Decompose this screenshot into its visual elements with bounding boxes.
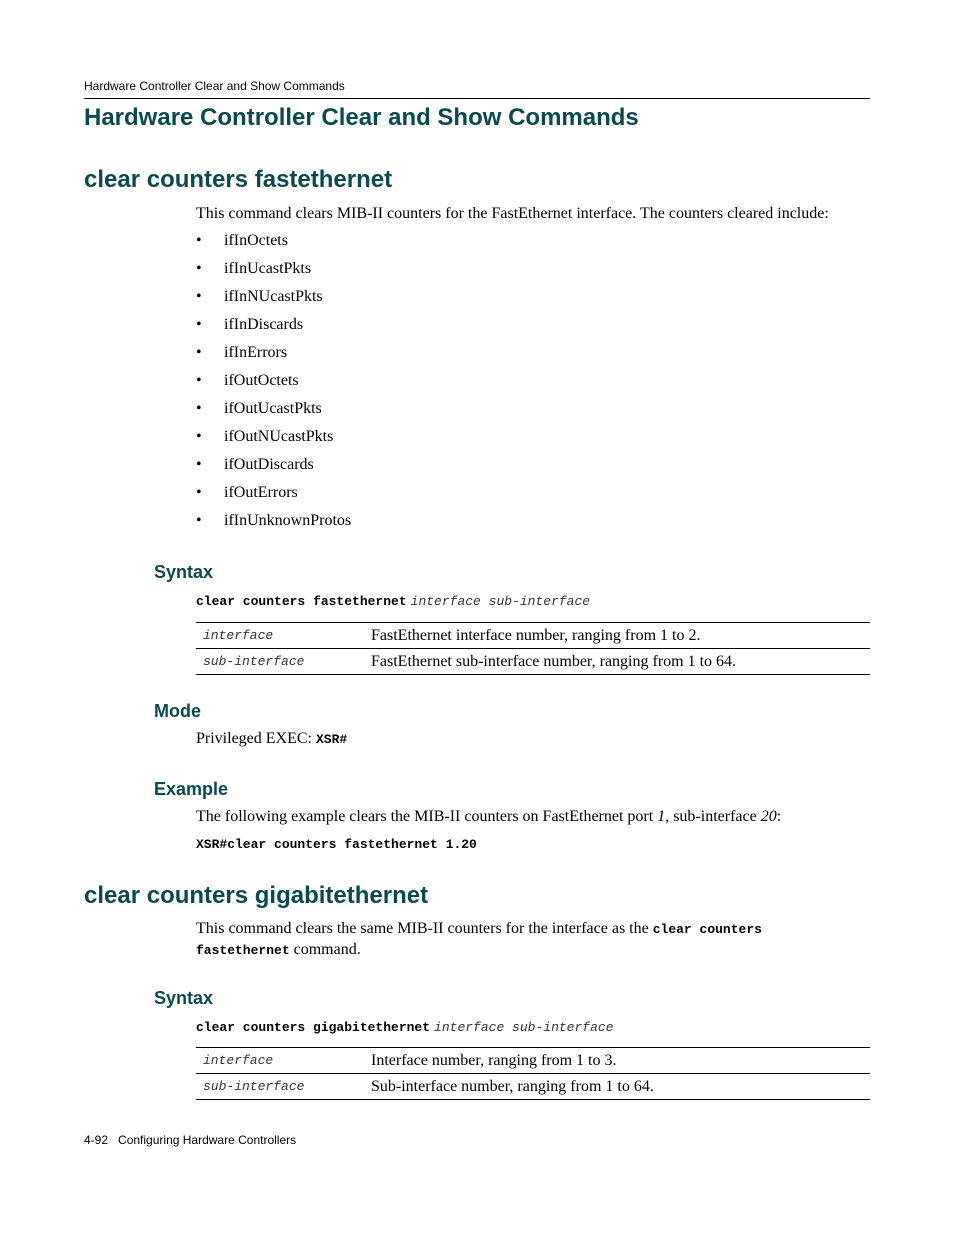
list-item: • ifOutDiscards — [196, 455, 351, 483]
syntax-line — [196, 592, 590, 610]
example-port: 1 — [657, 808, 666, 825]
section-intro-fastethernet: This command clears MIB-II counters for the FastEthernet interface. The counters cleared include: — [196, 205, 829, 222]
list-item: • ifInUnknownProtos — [196, 511, 351, 539]
syntax-arguments: interface sub-interface — [410, 594, 591, 609]
mode-text: Privileged EXEC: — [196, 730, 316, 747]
mode-prompt: XSR# — [315, 732, 348, 747]
table-row — [196, 1074, 870, 1100]
example-heading: Example — [154, 779, 229, 799]
section-title-gigabitethernet: clear counters gigabitethernet — [84, 882, 429, 909]
param-description: FastEthernet sub-interface number, ranging from 1 to 64. — [371, 649, 870, 675]
example-text: The following example clears the MIB-II counters on FastEthernet port — [196, 808, 658, 825]
section-title-fastethernet: clear counters fastethernet — [84, 166, 393, 193]
list-item: • ifInNUcastPkts — [196, 287, 351, 315]
list-item: • ifInUcastPkts — [196, 259, 351, 287]
intro-text: command. — [289, 941, 361, 958]
mode-heading: Mode — [154, 701, 201, 721]
syntax-command: clear counters fastethernet — [196, 594, 407, 609]
section-intro-gigabitethernet — [196, 919, 870, 961]
example-description — [196, 807, 781, 827]
syntax-heading: Syntax — [154, 562, 214, 582]
parameter-table — [196, 622, 870, 675]
mode-line — [196, 729, 347, 750]
example-code: XSR#clear counters fastethernet 1.20 — [196, 837, 477, 852]
table-row — [196, 1048, 870, 1074]
table-row — [196, 649, 870, 675]
running-header: Hardware Controller Clear and Show Commands — [84, 79, 345, 93]
header-rule — [84, 98, 870, 99]
example-text: , sub-interface — [665, 808, 761, 825]
intro-text: This command clears the same MIB-II counters for the interface as the — [196, 920, 653, 937]
counter-list — [196, 231, 351, 539]
list-item: • ifOutOctets — [196, 371, 351, 399]
param-name: interface — [196, 1048, 371, 1074]
page-number: 4-92 — [84, 1133, 109, 1147]
list-item: • ifOutNUcastPkts — [196, 427, 351, 455]
param-description: Interface number, ranging from 1 to 3. — [371, 1048, 870, 1074]
param-name: sub-interface — [196, 649, 371, 675]
param-description: FastEthernet interface number, ranging from 1 to 2. — [371, 623, 870, 649]
chapter-title: Configuring Hardware Controllers — [118, 1133, 297, 1147]
list-item: • ifInOctets — [196, 231, 351, 259]
syntax-arguments: interface sub-interface — [434, 1020, 614, 1035]
example-sub-interface: 20 — [760, 808, 777, 825]
syntax-command: clear counters gigabitethernet — [196, 1020, 431, 1035]
parameter-table — [196, 1047, 870, 1100]
intro-command: clear counters — [652, 922, 762, 937]
param-name: sub-interface — [196, 1074, 371, 1100]
list-item: • ifOutUcastPkts — [196, 399, 351, 427]
example-text: : — [776, 808, 782, 825]
page-footer — [84, 1133, 296, 1147]
intro-command: fastethernet — [196, 943, 290, 958]
param-description: Sub-interface number, ranging from 1 to 64. — [371, 1074, 870, 1100]
table-row — [196, 623, 870, 649]
syntax-heading: Syntax — [154, 988, 214, 1008]
syntax-line — [196, 1018, 613, 1036]
param-name: interface — [196, 623, 371, 649]
list-item: • ifInErrors — [196, 343, 351, 371]
list-item: • ifOutErrors — [196, 483, 351, 511]
list-item: • ifInDiscards — [196, 315, 351, 343]
page-title: Hardware Controller Clear and Show Commands — [84, 104, 639, 131]
